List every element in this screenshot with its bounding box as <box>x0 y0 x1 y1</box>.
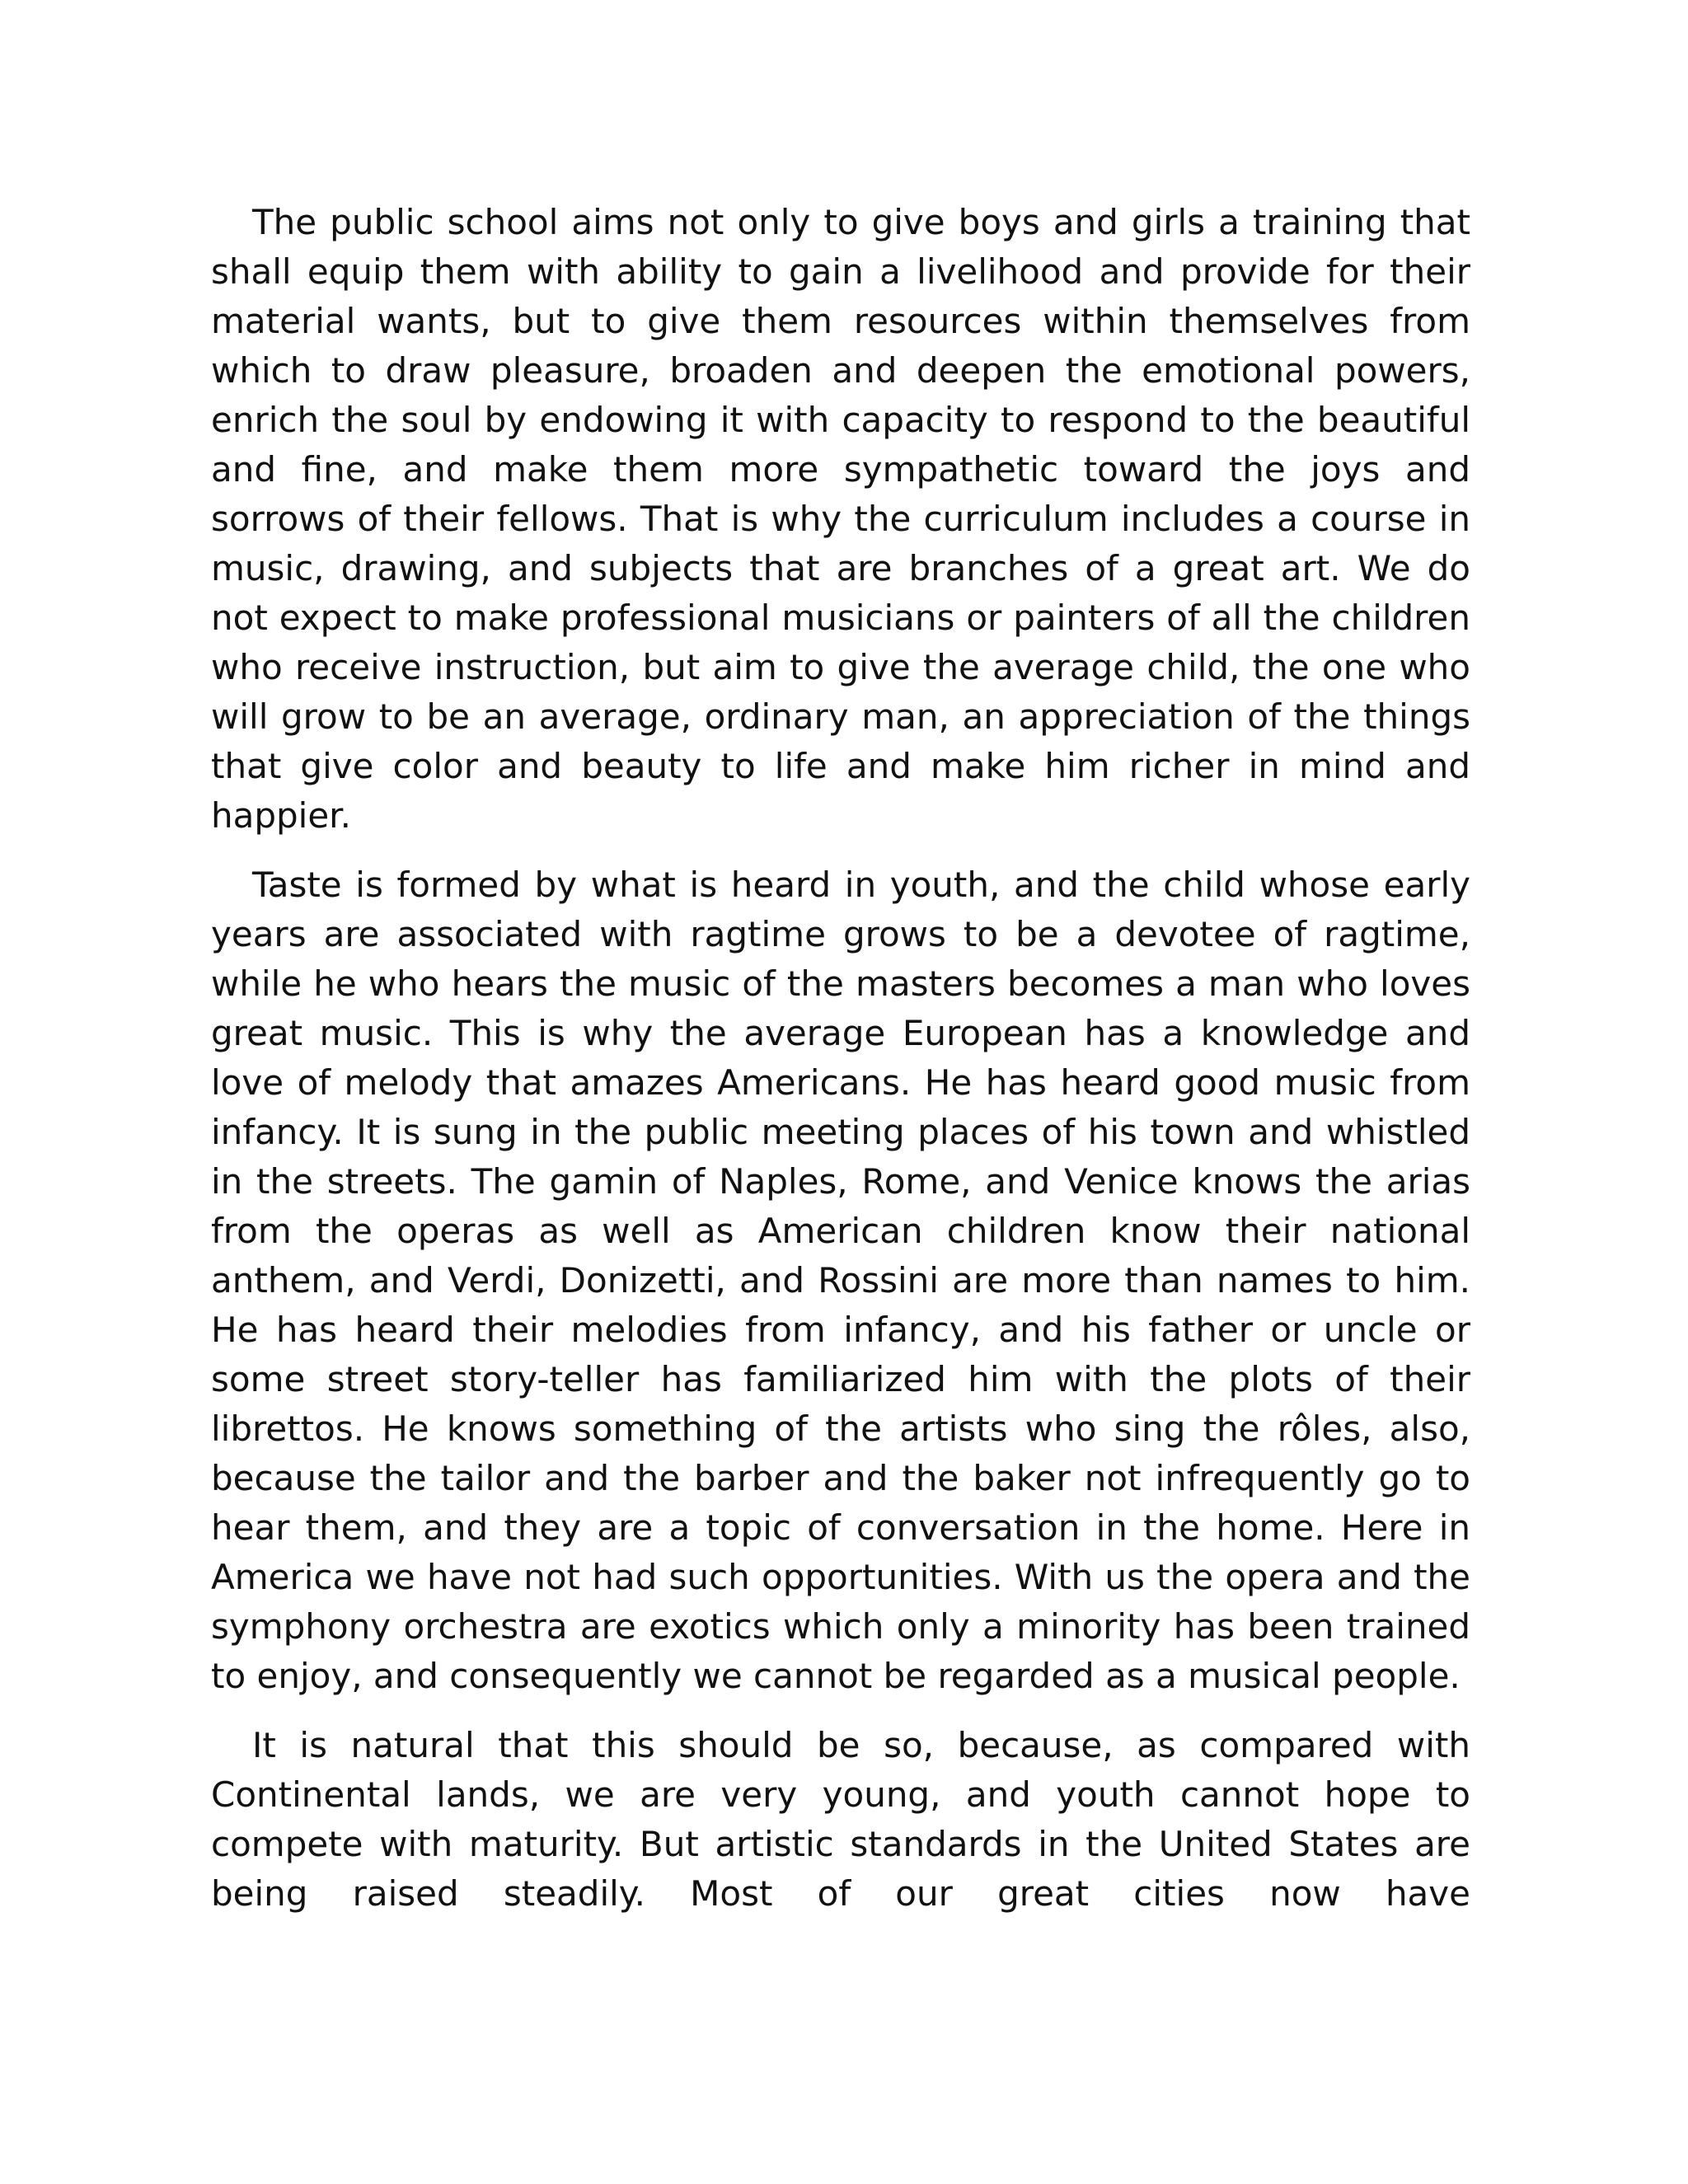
paragraph-2: Taste is formed by what is heard in youth, and the child whose early years are associated with ragtime grows to be a devotee of ragtime, while he who hears the music of the masters becomes a man who loves great music. This is why the average European has a knowledge and love of melody that amazes Americans. He has heard good music from infancy. It is sung in the public meeting places of his town and whistled in the streets. The gamin of Naples, Rome, and Venice knows the arias from the operas as well as American children know their national anthem, and Verdi, Donizetti, and Rossini are more than names to him. He has heard their melodies from infancy, and his father or uncle or some street story-teller has familiarized him with the plots of their librettos. He knows something of the artists who sing the rôles, also, because the tailor and the barber and the baker not infrequently go to hear them, and they are a topic of conversation in the home. Here in America we have not had such opportunities. With us the opera and the symphony orchestra are exotics which only a minority has been trained to enjoy, and consequently we cannot be regarded as a musical people. <box>211 865 1470 1696</box>
body-text <box>211 198 1470 1938</box>
paragraph-1: The public school aims not only to give boys and girls a training that shall equip them with ability to gain a livelihood and provide for their material wants, but to give them resources within themselves from which to draw pleasure, broaden and deepen the emotional powers, enrich the soul by endowing it with capacity to respond to the beautiful and fine, and make them more sympathetic toward the joys and sorrows of their fellows. That is why the curriculum includes a course in music, drawing, and subjects that are branches of a great art. We do not expect to make professional musicians or painters of all the children who receive instruction, but aim to give the average child, the one who will grow to be an average, ordinary man, an appreciation of the things that give color and beauty to life and make him richer in mind and happier. <box>211 202 1470 836</box>
paragraph-3: It is natural that this should be so, because, as compared with Continental lands, we are very young, and youth cannot hope to compete with maturity. But artistic standards in the United States are being raised steadily. Most of our great cities now have <box>211 1725 1470 1914</box>
